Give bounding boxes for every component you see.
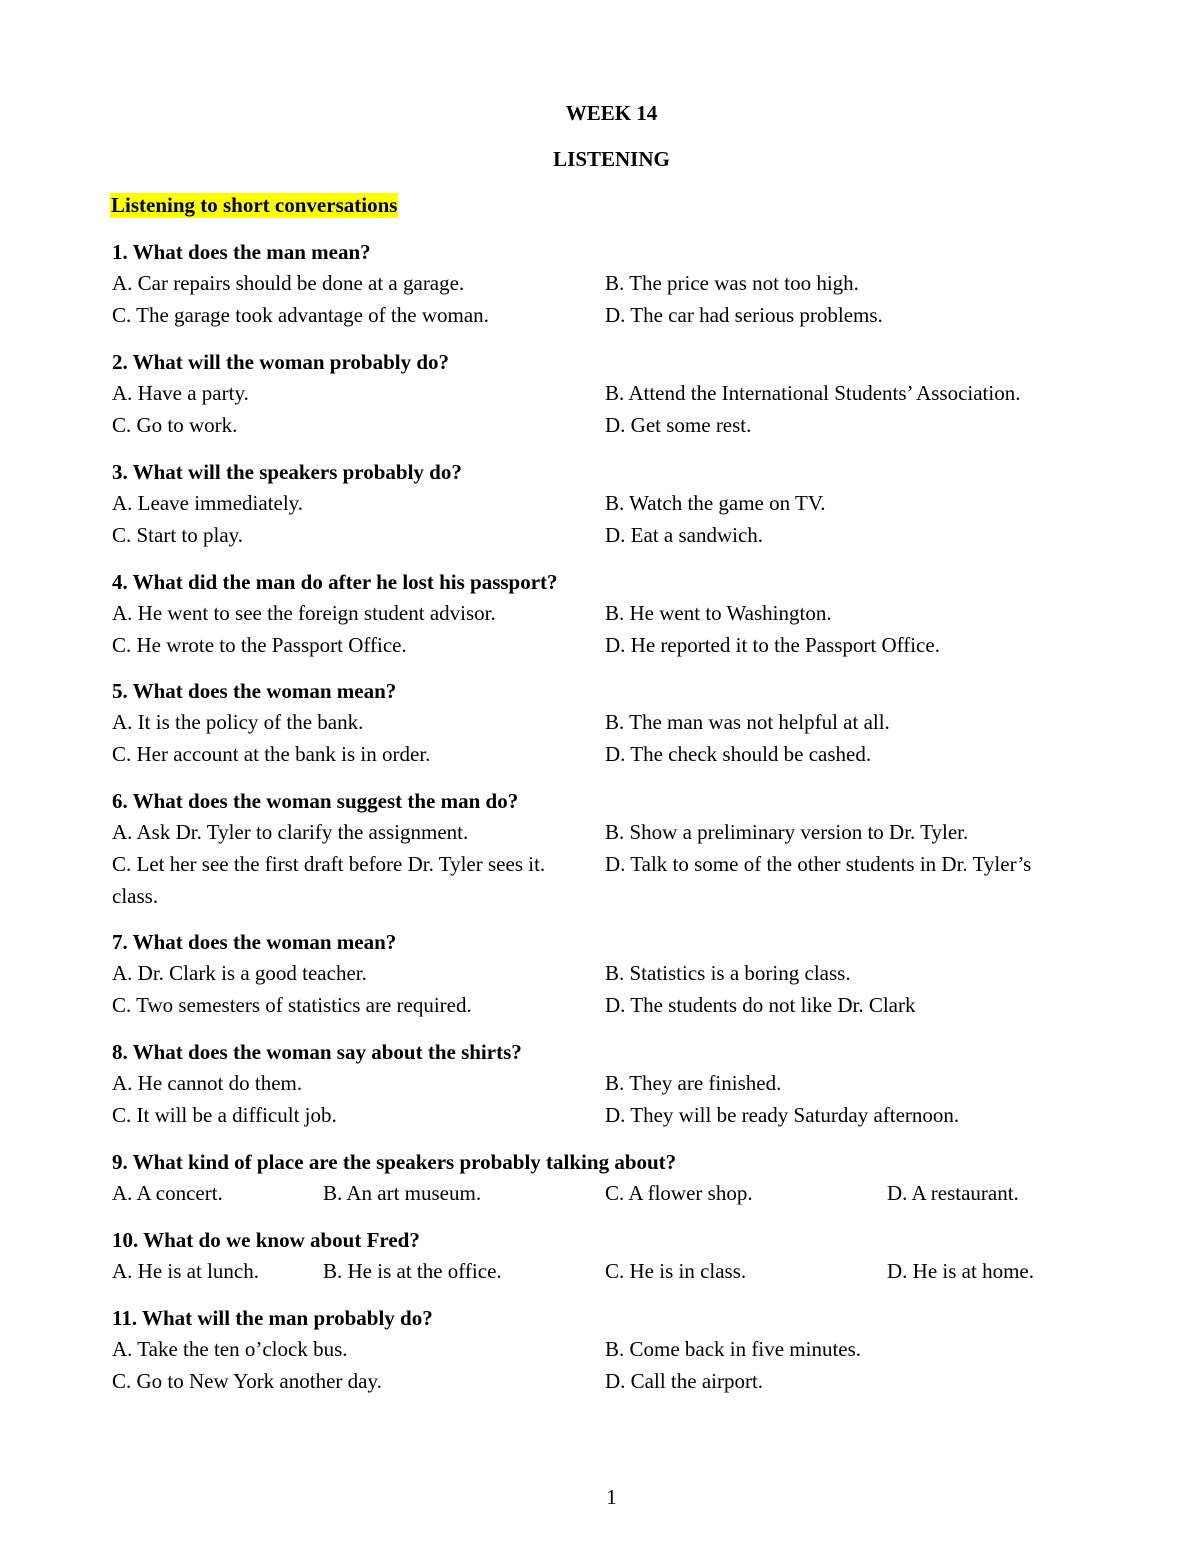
- question-title: 6. What does the woman suggest the man do?: [112, 789, 519, 813]
- option-row: [112, 958, 1112, 990]
- question-title: 9. What kind of place are the speakers probably talking about?: [112, 1150, 677, 1174]
- option-row: [112, 1100, 1112, 1132]
- option-c: C. Two semesters of statistics are required.: [112, 992, 472, 1017]
- option-b: B. He is at the office.: [323, 1259, 502, 1283]
- option-d: D. Eat a sandwich.: [605, 522, 764, 547]
- question-title: 3. What will the speakers probably do?: [112, 460, 462, 484]
- option-c: C. It will be a difficult job.: [112, 1102, 337, 1127]
- option-b: B. An art museum.: [323, 1181, 482, 1205]
- option-row: [112, 378, 1112, 410]
- option-row: [112, 1178, 1112, 1210]
- question-8: [112, 1039, 1112, 1131]
- option-c: C. A flower shop.: [605, 1181, 753, 1205]
- option-d: D. He is at home.: [887, 1259, 1034, 1283]
- option-a: A. It is the policy of the bank.: [112, 710, 364, 734]
- option-d: D. Call the airport.: [605, 1368, 764, 1393]
- option-row: [112, 817, 1112, 849]
- option-d: D. A restaurant.: [887, 1181, 1019, 1205]
- question-10: [112, 1227, 1112, 1288]
- question-5: [112, 678, 1112, 770]
- option-d: D. The car had serious problems.: [605, 302, 883, 327]
- option-a: A. Dr. Clark is a good teacher.: [112, 961, 367, 985]
- option-b: B. The price was not too high.: [605, 271, 859, 295]
- option-a: A. He went to see the foreign student advisor.: [112, 601, 496, 625]
- question-4: [112, 569, 1112, 661]
- question-6: [112, 788, 1112, 913]
- option-row: [112, 630, 1112, 662]
- option-row: [112, 300, 1112, 332]
- option-d: D. They will be ready Saturday afternoon.: [605, 1102, 960, 1127]
- option-a: A. Ask Dr. Tyler to clarify the assignment.: [112, 820, 469, 844]
- week-title: WEEK 14: [565, 101, 658, 125]
- question-title: 5. What does the woman mean?: [112, 679, 397, 703]
- option-d-continuation: class.: [112, 883, 159, 908]
- question-title: 1. What does the man mean?: [112, 240, 371, 264]
- option-b: B. The man was not helpful at all.: [605, 710, 890, 734]
- option-c: C. He is in class.: [605, 1259, 747, 1283]
- section-heading: Listening to short conversations: [111, 193, 398, 217]
- option-d: D. The check should be cashed.: [605, 741, 872, 766]
- option-a: A. He cannot do them.: [112, 1071, 303, 1095]
- option-row: [112, 598, 1112, 630]
- option-row: [112, 990, 1112, 1022]
- option-d: D. Get some rest.: [605, 412, 752, 437]
- option-a: A. He is at lunch.: [112, 1259, 259, 1283]
- option-row: [112, 1334, 1112, 1366]
- question-11: [112, 1305, 1112, 1397]
- question-1: [112, 239, 1112, 331]
- option-c: C. Start to play.: [112, 522, 244, 547]
- option-d: D. He reported it to the Passport Office.: [605, 632, 940, 657]
- option-c: C. He wrote to the Passport Office.: [112, 632, 407, 657]
- option-row: [112, 520, 1112, 552]
- option-c: C. The garage took advantage of the woman.: [112, 302, 489, 327]
- option-a: A. Have a party.: [112, 381, 249, 405]
- question-3: [112, 459, 1112, 551]
- option-row: [112, 1068, 1112, 1100]
- option-row: [112, 268, 1112, 300]
- option-row: [112, 1256, 1112, 1288]
- option-row: [112, 410, 1112, 442]
- subject-title: LISTENING: [553, 147, 670, 171]
- question-7: [112, 929, 1112, 1021]
- option-c: C. Her account at the bank is in order.: [112, 741, 431, 766]
- option-b: B. Watch the game on TV.: [605, 491, 826, 515]
- option-b: B. Show a preliminary version to Dr. Tyler.: [605, 820, 969, 844]
- question-title: 2. What will the woman probably do?: [112, 350, 450, 374]
- option-a: A. Leave immediately.: [112, 491, 304, 515]
- question-9: [112, 1149, 1112, 1210]
- option-a: A. Car repairs should be done at a garage.: [112, 271, 465, 295]
- question-title: 4. What did the man do after he lost his passport?: [112, 570, 558, 594]
- option-b: B. Statistics is a boring class.: [605, 961, 851, 985]
- option-row: [112, 707, 1112, 739]
- option-d: D. Talk to some of the other students in Dr. Tyler’s: [605, 851, 1032, 876]
- option-c: C. Go to work.: [112, 412, 238, 437]
- option-c: C. Go to New York another day.: [112, 1368, 382, 1393]
- page-number: 1: [606, 1485, 617, 1509]
- option-b: B. He went to Washington.: [605, 601, 832, 625]
- option-row: [112, 488, 1112, 520]
- question-2: [112, 349, 1112, 441]
- option-d: D. The students do not like Dr. Clark: [605, 992, 916, 1017]
- question-title: 8. What does the woman say about the shirts?: [112, 1040, 522, 1064]
- question-title: 11. What will the man probably do?: [112, 1306, 433, 1330]
- option-row: [112, 849, 1112, 913]
- option-b: B. Attend the International Students’ Association.: [605, 381, 1021, 405]
- question-title: 10. What do we know about Fred?: [112, 1228, 420, 1252]
- option-a: A. Take the ten o’clock bus.: [112, 1337, 348, 1361]
- option-a: A. A concert.: [112, 1181, 223, 1205]
- option-row: [112, 1366, 1112, 1398]
- option-row: [112, 739, 1112, 771]
- option-b: B. Come back in five minutes.: [605, 1337, 862, 1361]
- option-c: C. Let her see the first draft before Dr. Tyler sees it.: [112, 851, 546, 876]
- question-title: 7. What does the woman mean?: [112, 930, 397, 954]
- option-b: B. They are finished.: [605, 1071, 782, 1095]
